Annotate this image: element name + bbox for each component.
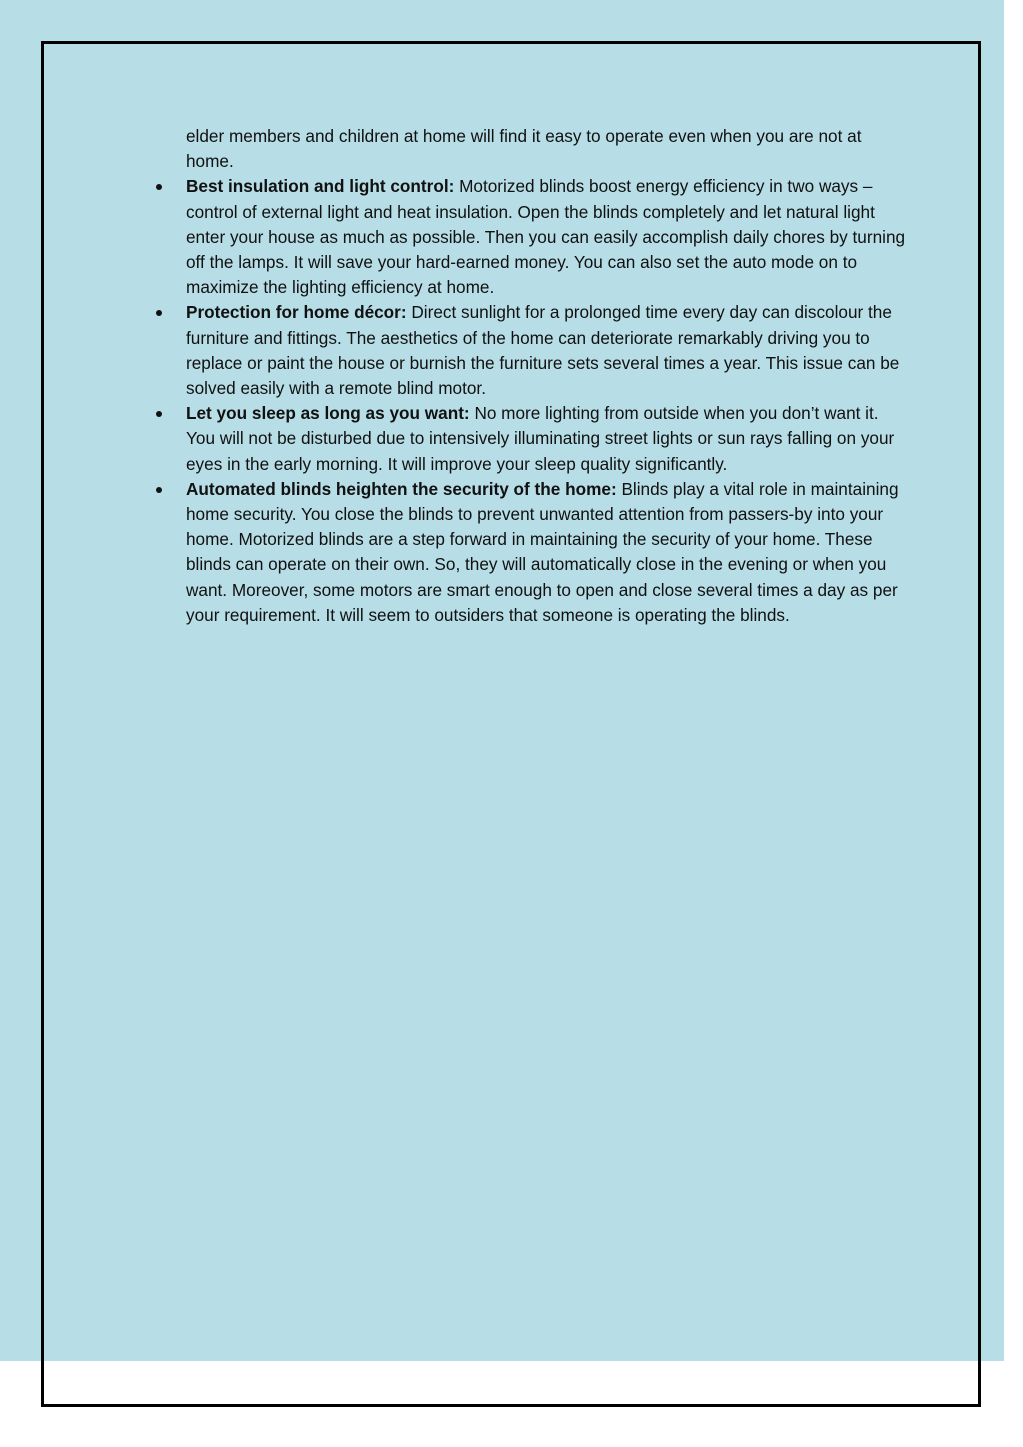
continuation-paragraph: elder members and children at home will find it easy to operate even when you are not at home.	[186, 126, 862, 172]
document-body	[150, 124, 910, 628]
list-item	[150, 174, 910, 300]
bullet-icon	[156, 184, 162, 190]
bullet-heading: Automated blinds heighten the security of the home:	[186, 478, 622, 499]
bullet-text: Blinds play a vital role in maintaining home security. You close the blinds to prevent unwanted attention from passers-by into your home. Motorized blinds are a step forward in maintaining the security of your home. These blinds can operate on their own. So, they will automatically close in the evening or when you want. Moreover, some motors are smart enough to open and close several times a day as per your requirement. It will seem to outsiders that someone is operating the blinds.	[186, 478, 899, 625]
bullet-icon	[156, 310, 162, 316]
list-item	[150, 300, 910, 401]
bullet-text: Motorized blinds boost energy efficiency in two ways – control of external light and heat insulation. Open the blinds completely and let natural light enter your house as much as possible. Then you can easily accomplish daily chores by turning off the lamps. It will save your hard-earned money. You can also set the auto mode on to maximize the lighting efficiency at home.	[186, 176, 906, 298]
list-item	[150, 477, 910, 628]
bullet-text: Direct sunlight for a prolonged time every day can discolour the furniture and fittings. The aesthetics of the home can deteriorate remarkably driving you to replace or paint the house or burnish the furniture sets several times a year. This issue can be solved easily with a remote blind motor.	[186, 302, 900, 399]
bullet-icon	[156, 487, 162, 493]
bullet-list	[150, 174, 910, 628]
list-item	[150, 401, 910, 477]
bullet-heading: Protection for home décor:	[186, 302, 412, 323]
bullet-text: No more lighting from outside when you don’t want it. You will not be disturbed due to intensively illuminating street lights or sun rays falling on your eyes in the early morning. It will improve your sleep quality significantly.	[186, 403, 895, 474]
bullet-heading: Let you sleep as long as you want:	[186, 403, 475, 424]
bullet-heading: Best insulation and light control:	[186, 176, 460, 197]
bullet-icon	[156, 411, 162, 417]
